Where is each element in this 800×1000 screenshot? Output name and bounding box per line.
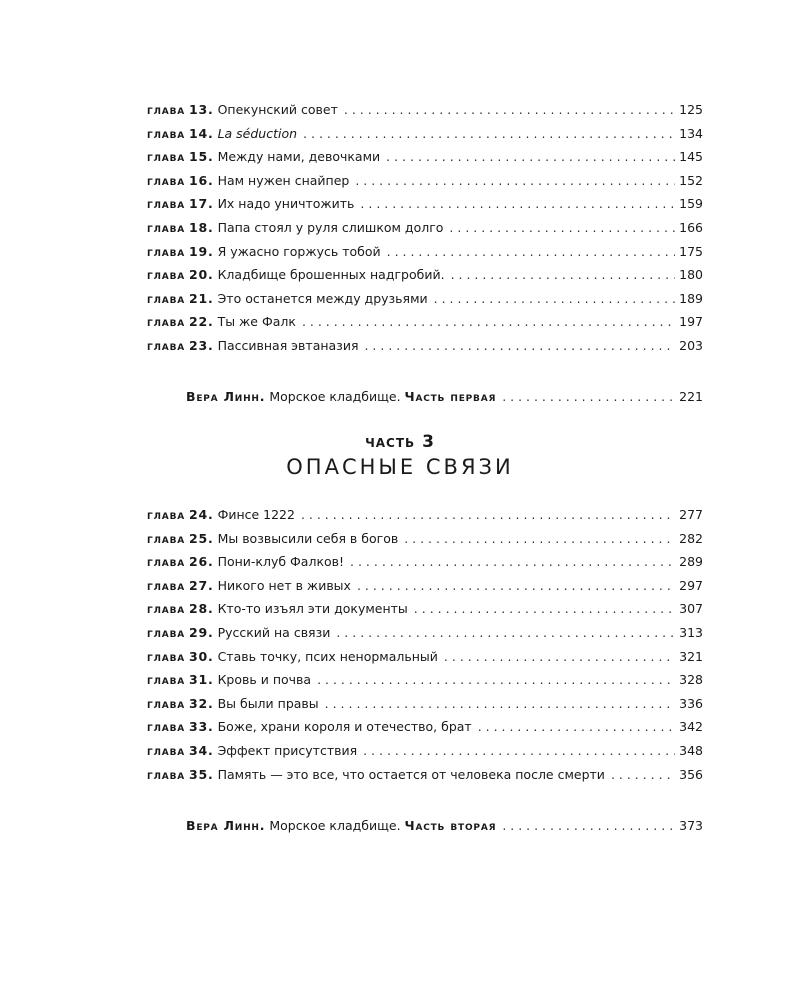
- chapter-number: 17.: [189, 196, 214, 212]
- chapter-label: глава: [147, 577, 186, 593]
- chapter-number: 15.: [189, 149, 214, 165]
- part-label: часть 3: [365, 432, 435, 452]
- chapter-number: 14.: [189, 125, 214, 141]
- chapter-title: Боже, храни короля и отечество, брат: [217, 719, 472, 735]
- chapter-page: 180: [679, 267, 703, 283]
- toc-entry[interactable]: [147, 102, 703, 118]
- toc-entry[interactable]: [147, 173, 703, 189]
- toc-entry[interactable]: [147, 625, 703, 641]
- chapter-label: глава: [147, 625, 186, 640]
- chapter-label: глава: [147, 766, 186, 782]
- dot-leader: [303, 126, 675, 142]
- chapter-label: глава: [147, 314, 186, 330]
- toc-interlude-1[interactable]: [186, 389, 703, 405]
- chapter-label: глава: [147, 102, 186, 117]
- toc-entry[interactable]: [147, 126, 703, 142]
- chapter-label: глава: [147, 719, 186, 735]
- chapter-page: 197: [679, 314, 703, 330]
- dot-leader: [387, 244, 676, 260]
- dot-leader: [336, 625, 675, 641]
- toc-entry[interactable]: [147, 743, 703, 759]
- chapter-label: глава: [147, 601, 186, 617]
- chapter-title: La séduction: [217, 125, 298, 141]
- dot-leader: [360, 196, 675, 212]
- chapter-title: Опекунский совет: [217, 102, 338, 117]
- toc-entry[interactable]: [147, 719, 703, 735]
- dot-leader: [325, 696, 675, 712]
- chapter-number: 29.: [189, 625, 214, 640]
- chapter-page: 203: [679, 338, 703, 353]
- toc-interlude-2[interactable]: [186, 818, 703, 834]
- toc-entry[interactable]: [147, 578, 703, 594]
- chapter-page: 277: [679, 507, 703, 522]
- interlude-part: Часть первая: [404, 389, 497, 404]
- toc-entry[interactable]: [147, 196, 703, 212]
- part-title: ОПАСНЫЕ СВЯЗИ: [286, 455, 514, 479]
- chapter-page: 297: [679, 577, 703, 593]
- chapter-label: глава: [147, 125, 186, 141]
- chapter-page: 307: [679, 601, 703, 617]
- chapter-number: 28.: [189, 601, 214, 617]
- chapter-title: Это останется между друзьями: [217, 290, 428, 306]
- toc-entry[interactable]: [147, 267, 703, 283]
- dot-leader: [350, 554, 675, 570]
- chapter-number: 20.: [189, 267, 214, 283]
- chapter-number: 34.: [189, 743, 214, 758]
- interlude-author: Вера Линн.: [186, 389, 266, 404]
- dot-leader: [449, 220, 675, 236]
- chapter-page: 189: [679, 290, 703, 306]
- chapter-label: глава: [147, 290, 186, 306]
- chapter-page: 282: [679, 530, 703, 546]
- chapter-title: Вы были правы: [217, 695, 319, 711]
- toc-entry[interactable]: [147, 696, 703, 712]
- dot-leader: [363, 743, 675, 759]
- interlude-part: Часть вторая: [404, 818, 497, 833]
- interlude-title: Морское кладбище.: [269, 389, 401, 404]
- toc-entry[interactable]: [147, 314, 703, 330]
- chapter-label: глава: [147, 507, 186, 522]
- chapter-number: 31.: [189, 672, 214, 688]
- chapter-page: 342: [679, 719, 703, 735]
- chapter-label: глава: [147, 554, 186, 570]
- dot-leader: [444, 649, 675, 665]
- chapter-label: глава: [147, 267, 186, 283]
- chapter-page: 356: [679, 766, 703, 782]
- chapter-title: Мы возвысили себя в богов: [217, 530, 399, 546]
- chapter-number: 35.: [189, 766, 214, 782]
- chapter-title: Их надо уничтожить: [217, 196, 355, 212]
- dot-leader: [302, 314, 675, 330]
- chapter-label: глава: [147, 530, 186, 546]
- dot-leader: [301, 507, 675, 523]
- toc-entry[interactable]: [147, 767, 703, 783]
- dot-leader: [451, 267, 676, 283]
- toc-entry[interactable]: [147, 531, 703, 547]
- chapter-number: 16.: [189, 172, 214, 188]
- chapter-title: Русский на связи: [217, 625, 331, 640]
- chapter-number: 33.: [189, 719, 214, 735]
- dot-leader: [502, 389, 675, 405]
- dot-leader: [386, 149, 675, 165]
- dot-leader: [414, 601, 675, 617]
- chapter-page: 348: [679, 743, 703, 758]
- chapter-page: 159: [679, 196, 703, 212]
- chapter-title: Нам нужен снайпер: [217, 172, 350, 188]
- chapter-number: 30.: [189, 648, 214, 664]
- toc-entry[interactable]: [147, 149, 703, 165]
- toc-entry[interactable]: [147, 291, 703, 307]
- chapter-number: 18.: [189, 220, 214, 235]
- interlude-page: 373: [679, 818, 703, 833]
- toc-entry[interactable]: [147, 554, 703, 570]
- toc-entry[interactable]: [147, 507, 703, 523]
- dot-leader: [355, 173, 675, 189]
- dot-leader: [434, 291, 676, 307]
- dot-leader: [404, 531, 675, 547]
- chapter-title: Пони-клуб Фалков!: [217, 554, 345, 570]
- chapter-label: глава: [147, 220, 186, 235]
- dot-leader: [357, 578, 675, 594]
- chapter-number: 19.: [189, 243, 214, 259]
- chapter-title: Кладбище брошенных надгробий.: [217, 267, 445, 283]
- chapter-label: глава: [147, 338, 186, 353]
- chapter-page: 321: [679, 648, 703, 664]
- chapter-title: Ставь точку, псих ненормальный: [217, 648, 438, 664]
- chapter-title: Никого нет в живых: [217, 577, 351, 593]
- chapter-page: 125: [679, 102, 703, 117]
- chapter-page: 134: [679, 125, 703, 141]
- chapter-title: Папа стоял у руля слишком долго: [217, 220, 444, 235]
- toc-entry[interactable]: [147, 601, 703, 617]
- interlude-page: 221: [679, 389, 703, 404]
- chapter-page: 289: [679, 554, 703, 570]
- chapter-title: Эффект присутствия: [217, 743, 358, 758]
- interlude-author: Вера Линн.: [186, 818, 266, 833]
- chapter-label: глава: [147, 648, 186, 664]
- interlude-title: Морское кладбище.: [269, 818, 401, 833]
- chapter-number: 24.: [189, 507, 214, 522]
- chapter-label: глава: [147, 172, 186, 188]
- chapter-number: 21.: [189, 290, 214, 306]
- chapter-title: Кто-то изъял эти документы: [217, 601, 408, 617]
- chapter-number: 27.: [189, 577, 214, 593]
- chapter-number: 32.: [189, 695, 214, 711]
- chapter-label: глава: [147, 672, 186, 688]
- chapter-page: 328: [679, 672, 703, 688]
- chapter-number: 22.: [189, 314, 214, 330]
- chapter-title: Ты же Фалк: [217, 314, 296, 330]
- toc-entry[interactable]: [147, 649, 703, 665]
- chapter-number: 23.: [189, 338, 214, 353]
- chapter-page: 166: [679, 220, 703, 235]
- dot-leader: [502, 818, 675, 834]
- chapter-title: Кровь и почва: [217, 672, 312, 688]
- dot-leader: [364, 338, 675, 354]
- chapter-title: Между нами, девочками: [217, 149, 381, 165]
- chapter-page: 152: [679, 172, 703, 188]
- dot-leader: [611, 767, 675, 783]
- chapter-page: 336: [679, 695, 703, 711]
- chapter-label: глава: [147, 695, 186, 711]
- chapter-title: Я ужасно горжусь тобой: [217, 243, 381, 259]
- chapter-title: Пассивная эвтаназия: [217, 338, 359, 353]
- chapter-number: 25.: [189, 530, 214, 546]
- dot-leader: [344, 102, 675, 118]
- chapter-title: Финсе 1222: [217, 507, 295, 522]
- chapter-label: глава: [147, 196, 186, 212]
- chapter-label: глава: [147, 743, 186, 758]
- chapter-page: 313: [679, 625, 703, 640]
- chapter-number: 13.: [189, 102, 214, 117]
- chapter-number: 26.: [189, 554, 214, 570]
- toc-entry[interactable]: [147, 244, 703, 260]
- chapter-page: 175: [679, 243, 703, 259]
- toc-entry[interactable]: [147, 672, 703, 688]
- chapter-label: глава: [147, 243, 186, 259]
- toc-entry[interactable]: [147, 338, 703, 354]
- chapter-label: глава: [147, 149, 186, 165]
- dot-leader: [478, 719, 675, 735]
- chapter-page: 145: [679, 149, 703, 165]
- toc-entry[interactable]: [147, 220, 703, 236]
- chapter-title: Память — это все, что остается от человека после смерти: [217, 766, 605, 782]
- dot-leader: [317, 672, 675, 688]
